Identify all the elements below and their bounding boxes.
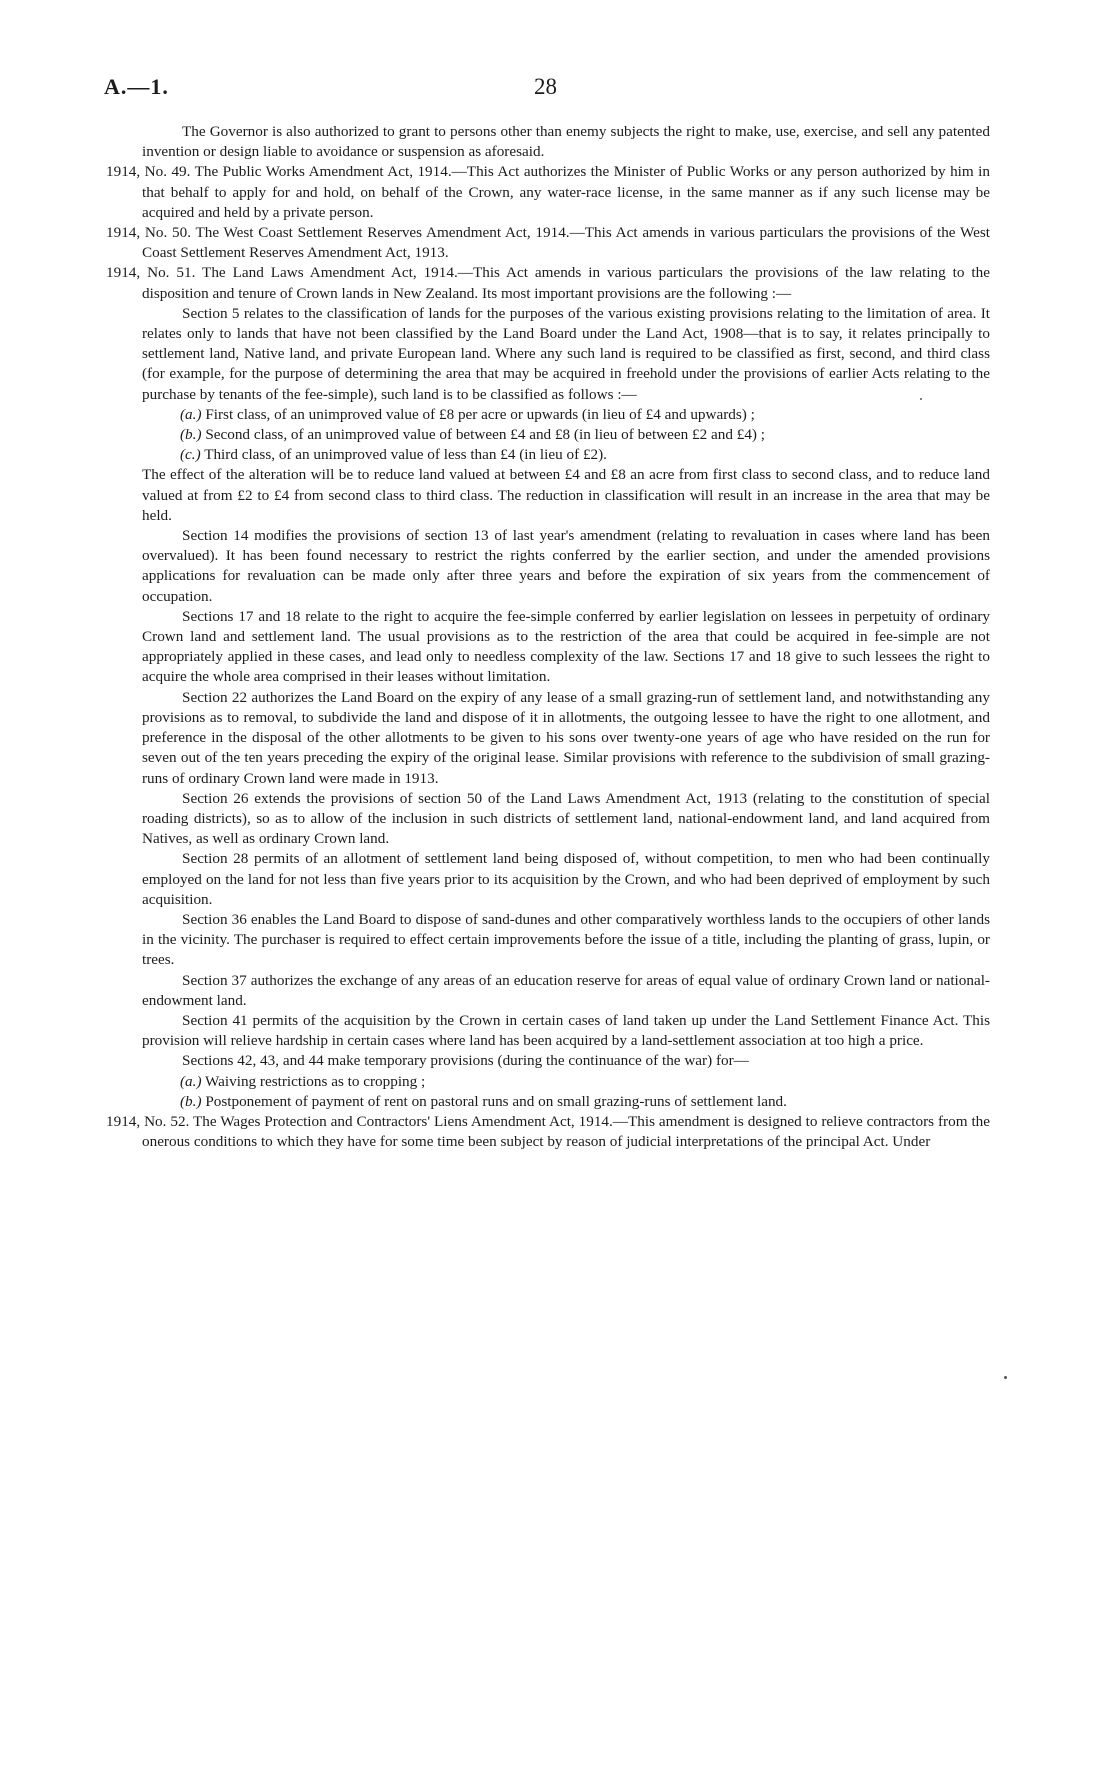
list-item-label: (b.) <box>180 1092 202 1110</box>
list-item <box>142 1092 990 1112</box>
act-entry-no-51: 1914, No. 51. The Land Laws Amendment Act, 1914.—This Act amends in various particulars the provisions of the law relating to the disposition and tenure of Crown lands in New Zealand. Its most important provisions are the following :— <box>106 264 990 302</box>
list-item <box>142 405 990 425</box>
paragraph: Section 26 extends the provisions of section 50 of the Land Laws Amendment Act, 1913 (relating to the constitution of special roading districts), so as to allow of the inclusion in such districts of settlement land, national-endowment land, and land acquired from Natives, as well as ordinary Crown land. <box>142 789 990 848</box>
list-item-text: Postponement of payment of rent on pastoral runs and on small grazing-runs of settlement land. <box>205 1092 787 1110</box>
paragraph: Sections 17 and 18 relate to the right to acquire the fee-simple conferred by earlier legislation on lessees in perpetuity of ordinary Crown land and settlement land. The usual provisions as to the restriction of the area that could be acquired in fee-simple are not appropriately applied in these cases, and lead only to needless complexity of the law. Sections 17 and 18 give to such lessees the right to acquire the whole area comprised in their leases without limitation. <box>142 607 990 686</box>
paragraph: Sections 42, 43, and 44 make temporary provisions (during the continuance of the war) for— <box>182 1052 749 1070</box>
act-entry-no-50: 1914, No. 50. The West Coast Settlement Reserves Amendment Act, 1914.—This Act amends in various particulars the provisions of the West Coast Settlement Reserves Amendment Act, 1913. <box>106 224 990 262</box>
list-item-text: First class, of an unimproved value of £8 per acre or upwards (in lieu of £4 and upwards) ; <box>205 405 755 423</box>
list-item <box>142 425 990 445</box>
paragraph: The Governor is also authorized to grant to persons other than enemy subjects the right to make, use, exercise, and sell any patented invention or design liable to avoidance or suspension as aforesaid. <box>142 123 990 161</box>
page-number: 28 <box>534 74 557 99</box>
list-item-text: Second class, of an unimproved value of between £4 and £8 (in lieu of between £2 and £4) ; <box>205 426 765 444</box>
list-item <box>142 445 990 465</box>
list-item-label: (b.) <box>180 426 202 444</box>
paragraph: Section 36 enables the Land Board to dispose of sand-dunes and other comparatively worthless lands to the occupiers of other lands in the vicinity. The purchaser is required to effect certain improvements before the issue of a title, including the planting of grass, lupin, or trees. <box>142 910 990 969</box>
scan-speck <box>920 398 922 400</box>
list-item-label: (c.) <box>180 446 201 464</box>
list-item <box>142 1072 990 1092</box>
paragraph: The effect of the alteration will be to reduce land valued at between £4 and £8 an acre from first class to second class, and to reduce land valued at from £2 to £4 from second class to third class. The reduction in classification will result in an increase in the area that may be held. <box>142 466 990 524</box>
paragraph: Section 28 permits of an allotment of settlement land being disposed of, without competition, to men who had been continually employed on the land for not less than five years prior to its acquisition by the Crown, and who had been deprived of employment by such acquisition. <box>142 850 990 908</box>
paragraph: Section 5 relates to the classification of lands for the purposes of the various existing provisions relating to the limitation of area. It relates only to lands that have not been classified by the Land Board under the Land Act, 1908—that is to say, it relates principally to settlement land, Native land, and private European land. Where any such land is required to be classified as first, second, and third class (for example, for the purpose of determining the area that may be acquired in freehold under the provisions of earlier Acts relating to the purchase by tenants of the fee-simple), such land is to be classified as follows :— <box>142 304 990 403</box>
page-header <box>104 74 1014 108</box>
list-item-label: (a.) <box>180 1072 202 1090</box>
paragraph: Section 37 authorizes the exchange of any areas of an education reserve for areas of equal value of ordinary Crown land or national-endowment land. <box>142 971 990 1009</box>
paragraph: Section 14 modifies the provisions of section 13 of last year's amendment (relating to revaluation in cases where land has been overvalued). It has been found necessary to restrict the rights conferred by the earlier section, and under the amended provisions applications for revaluation can be made only after three years and before the expiration of six years from the commencement of occupation. <box>142 527 990 605</box>
list-item-text: Waiving restrictions as to cropping ; <box>205 1072 426 1090</box>
paragraph: Section 41 permits of the acquisition by the Crown in certain cases of land taken up under the Land Settlement Finance Act. This provision will relieve hardship in certain cases where land has been acquired by a land-settlement association at too high a price. <box>142 1011 990 1050</box>
act-entry-no-52: 1914, No. 52. The Wages Protection and Contractors' Liens Amendment Act, 1914.—This amendment is designed to relieve contractors from the onerous conditions to which they have for some time been subject by reason of judicial interpretations of the principal Act. Under <box>106 1112 990 1151</box>
list-item-text: Third class, of an unimproved value of less than £4 (in lieu of £2). <box>204 446 607 464</box>
act-entry-no-49: 1914, No. 49. The Public Works Amendment Act, 1914.—This Act authorizes the Minister of Public Works or any person authorized by him in that behalf to apply for and hold, on behalf of the Crown, any water-race license, in the same manner as if any such license may be acquired and held by a private person. <box>106 163 990 221</box>
document-body <box>106 122 990 1152</box>
list-item-label: (a.) <box>180 405 202 423</box>
document-reference: A.—1. <box>104 74 169 99</box>
paragraph: Section 22 authorizes the Land Board on the expiry of any lease of a small grazing-run of settlement land, and notwithstanding any provisions as to removal, to subdivide the land and dispose of it in allotments, the outgoing lessee to have the right to one allotment, and preference in the disposal of the other allotments to be given to his sons over twenty-one years of age who have resided on the run for seven out of the ten years preceding the expiry of the original lease. Similar provisions with reference to the subdivision of small grazing-runs of ordinary Crown land were made in 1913. <box>142 688 990 787</box>
scan-speck <box>1004 1376 1007 1379</box>
